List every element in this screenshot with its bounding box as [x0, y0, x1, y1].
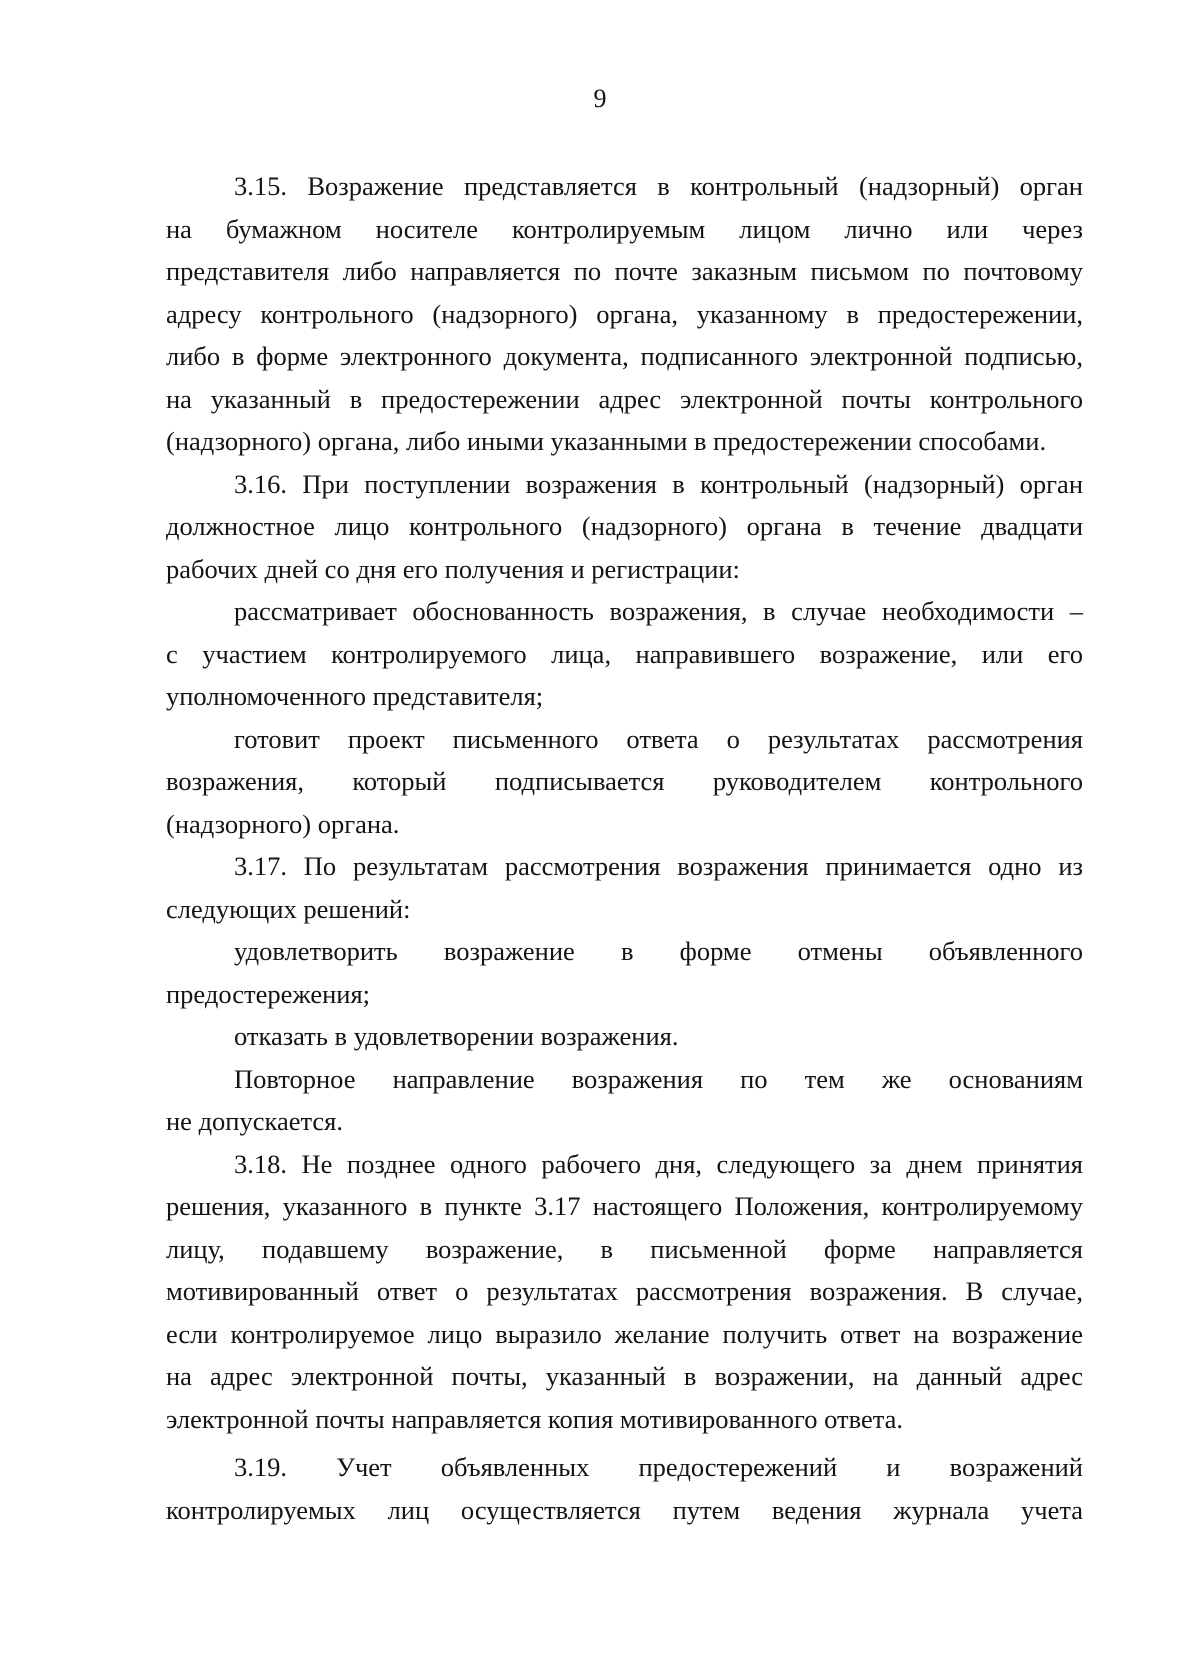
text-line: 3.18. Не позднее одного рабочего дня, следующего за днем принятия	[234, 1148, 1083, 1179]
text-line: (надзорного) органа, либо иными указанными в предостережении способами.	[166, 426, 1047, 456]
text-line: если контролируемое лицо выразило желание получить ответ на возражение	[166, 1318, 1083, 1349]
document-body	[166, 165, 1083, 1531]
text-line: с участием контролируемого лица, направившего возражение, или его	[166, 638, 1083, 669]
text-line: следующих решений:	[166, 893, 411, 924]
paragraph-3-15	[166, 165, 1083, 463]
text-line: рассматривает обоснованность возражения, в случае необходимости –	[234, 596, 1083, 626]
text-line: удовлетворить возражение в форме отмены объявленного	[234, 936, 1083, 966]
text-line: контролируемых лиц осуществляется путем ведения журнала учета	[166, 1494, 1083, 1525]
paragraph-3-16-item-1	[166, 590, 1083, 718]
text-line: лицу, подавшему возражение, в письменной форме направляется	[166, 1233, 1083, 1264]
text-line: Повторное направление возражения по тем же основаниям	[234, 1063, 1083, 1094]
text-line: электронной почты направляется копия мотивированного ответа.	[166, 1403, 904, 1434]
text-line: возражения, который подписывается руководителем контрольного	[166, 766, 1083, 796]
text-line: 3.19. Учет объявленных предостережений и возражений	[234, 1452, 1083, 1482]
text-line: либо в форме электронного документа, подписанного электронной подписью,	[166, 341, 1083, 371]
text-line: должностное лицо контрольного (надзорного) органа в течение двадцати	[166, 511, 1083, 541]
text-line: уполномоченного представителя;	[166, 681, 544, 711]
text-line: на указанный в предостережении адрес электронной почты контрольного	[166, 383, 1083, 414]
text-line: 3.17. По результатам рассмотрения возражения принимается одно из	[234, 851, 1083, 881]
text-line: 3.16. При поступлении возражения в контрольный (надзорный) орган	[234, 468, 1083, 499]
paragraph-3-17	[166, 845, 1083, 930]
text-line: готовит проект письменного ответа о результатах рассмотрения	[234, 723, 1083, 754]
text-line: 3.15. Возражение представляется в контрольный (надзорный) орган	[234, 171, 1083, 201]
text-line: не допускается.	[166, 1106, 343, 1136]
text-line: мотивированный ответ о результатах рассмотрения возражения. В случае,	[166, 1276, 1083, 1306]
text-line: представителя либо направляется по почте заказным письмом по почтовому	[166, 256, 1083, 286]
paragraph-3-16-item-2	[166, 718, 1083, 846]
paragraph-3-17-item-2	[166, 1015, 1083, 1058]
text-line: на адрес электронной почты, указанный в возражении, на данный адрес	[166, 1361, 1083, 1391]
text-line: отказать в удовлетворении возражения.	[234, 1021, 679, 1051]
page-number: 9	[593, 84, 607, 113]
paragraph-3-16	[166, 463, 1083, 591]
text-line: (надзорного) органа.	[166, 808, 400, 839]
text-line: решения, указанного в пункте 3.17 настоящего Положения, контролируемому	[166, 1191, 1083, 1221]
text-line: адресу контрольного (надзорного) органа, указанному в предостережении,	[166, 298, 1083, 329]
paragraph-3-19	[166, 1446, 1083, 1531]
text-line: на бумажном носителе контролируемым лицом лично или через	[166, 213, 1083, 244]
text-line: предостережения;	[166, 978, 370, 1009]
paragraph-3-18	[166, 1143, 1083, 1441]
text-line: рабочих дней со дня его получения и регистрации:	[166, 553, 740, 584]
paragraph-3-17-note	[166, 1058, 1083, 1143]
paragraph-3-17-item-1	[166, 930, 1083, 1015]
